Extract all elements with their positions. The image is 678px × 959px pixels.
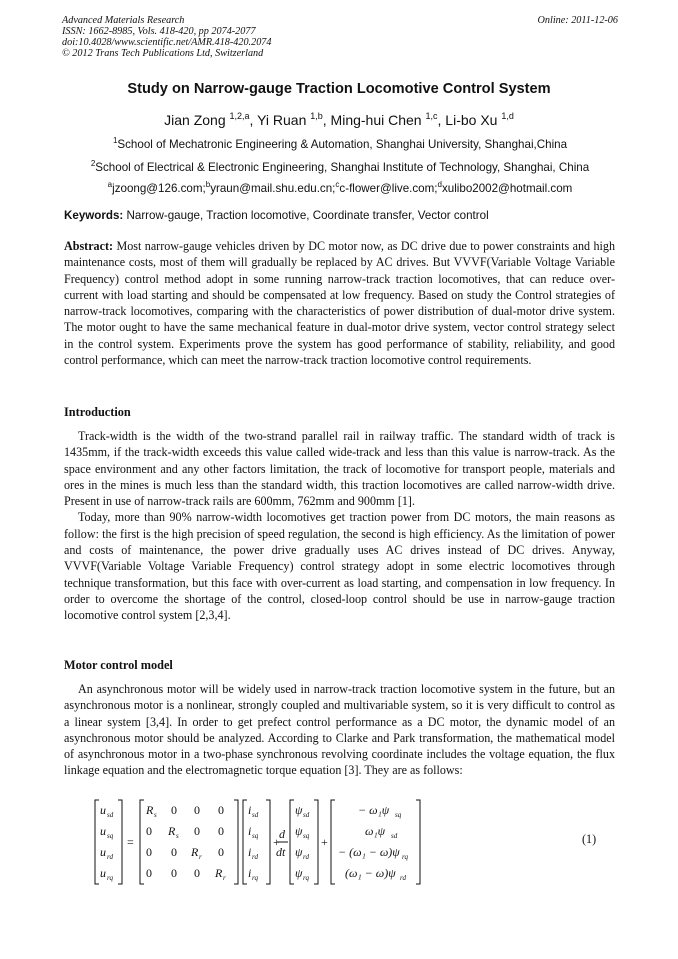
email-sup: c [335,180,340,189]
symbol-i: i [248,824,252,838]
equals-sign: = [127,835,134,849]
author-sup: 1,c [425,111,438,121]
sub-sq: sq [303,832,310,840]
derivative-d: d [279,827,285,841]
zero: 0 [171,866,177,880]
zero: 0 [146,824,152,838]
email-link[interactable]: xulibo2002@hotmail.com [441,182,573,195]
affiliation-text: School of Electrical & Electronic Engineering, Shanghai Institute of Technology, Shanghai, China [95,161,590,174]
bracket-left [331,800,335,884]
sub-rd: rd [252,853,258,861]
sub-rd: rd [107,853,113,861]
sub-sq: sq [395,811,402,819]
sub-rd: rd [400,874,406,882]
symbol-u: u [100,866,106,880]
symbol-psi: ψ [295,824,303,838]
online-date: Online: 2011-12-06 [537,15,618,26]
affiliation-1 [40,138,640,151]
sub-sd: sd [107,811,114,819]
author-name: Ming-hui Chen [330,112,422,128]
symbol-R: R [146,803,154,817]
sub-sd: sd [303,811,310,819]
plus-sign: + [273,835,280,849]
affiliation-text: School of Mechatronic Engineering & Automation, Shanghai University, Shanghai,China [117,138,568,151]
symbol-u: u [100,803,106,817]
zero: 0 [194,824,200,838]
keywords [64,209,616,222]
rhs-term: (ω₁ − ω)ψ [345,866,396,880]
email-link[interactable]: c-flower@live.com; [339,182,438,195]
zero: 0 [171,803,177,817]
author-name: Jian Zong [164,112,226,128]
affiliation-sup: 2 [90,159,96,168]
symbol-i: i [248,866,252,880]
sub-sd: sd [252,811,259,819]
sub-rd: rd [303,853,309,861]
keywords-text: Narrow-gauge, Traction locomotive, Coordinate transfer, Vector control [123,209,489,222]
zero: 0 [194,866,200,880]
symbol-R: R [168,824,176,838]
email-line [40,182,640,195]
sub-rq: rq [402,853,408,861]
paper-title: Study on Narrow-gauge Traction Locomotive Control System [127,81,551,97]
bracket-right [118,800,122,884]
sub-rq: rq [107,874,113,882]
abstract-label: Abstract: [64,239,114,253]
email-sup: a [107,180,113,189]
zero: 0 [194,803,200,817]
sub-s: s [176,832,179,840]
keywords-label: Keywords: [64,209,124,222]
bracket-right [234,800,238,884]
rhs-term: − (ω₁ − ω)ψ [338,845,400,859]
sub-sq: sq [252,832,259,840]
bracket-left [95,800,99,884]
doi-line: doi:10.4028/www.scientific.net/AMR.418-420.2074 [62,37,272,48]
equation-1 [90,798,610,888]
symbol-u: u [100,845,106,859]
journal-name: Advanced Materials Research [62,15,185,26]
equation-number: (1) [582,832,597,846]
paragraph: Today, more than 90% narrow-width locomotives get traction power from DC motors, the main reasons as follow: the first is the high precision of speed regulation, the second is high efficiency. As the limitation of power and costs of maintenance, the power drive gradually uses AC drives instead of DC drives. Anyway, VVVF(Variable Voltage Variable Frequency) control strategy adopt in some electric locomotives through technique transformation, but this face with over-current as load starting, and compensation in low frequency. In order to overcome the shortage of the control, closed-loop control should be use in narrow-gauge traction locomotive control system [2,3,4]. [64,510,615,623]
symbol-psi: ψ [295,803,303,817]
copyright-line: © 2012 Trans Tech Publications Ltd, Switzerland [62,48,264,59]
author-list: Jian Zong $^{1,2,a}$, Yi Ruan $^{1,b}$, Ming-hui Chen $^{1,c}$, Li-bo Xu $^{1,d}$ [164,111,514,128]
author-name: Li-bo Xu [445,112,498,128]
sub-r: r [223,874,226,882]
zero: 0 [171,845,177,859]
author-sup: 1,b [310,111,323,121]
sub-sd: sd [391,832,398,840]
email-link[interactable]: yraun@mail.shu.edu.cn; [210,182,336,195]
plus-sign: + [321,835,328,849]
abstract-text: Most narrow-gauge vehicles driven by DC motor now, as DC drive due to power constraints and high maintenance costs, most of them will gradually be replaced by AC drives. But VVVF(Variable Voltage Variable Frequency) control method adopt in some running narrow-track traction locomotives, that can reduce over-current with load starting and should be compensated at low frequency. Based on study the Control strategies of narrow-track locomotives, comparing with the characteristics of power distribution of dual-motor drive system. The motor ought to have the same mechanical feature in dual-motor drive system, vector control strategy select in the control system. Experiments prove the system has good performance of stability, reliability, and good control performance, which can meet the narrow-track traction locomotive control requirements. [64,239,615,368]
symbol-i: i [248,803,252,817]
rhs-term: − ω₁ψ [358,803,390,817]
bracket-right [266,800,270,884]
zero: 0 [218,803,224,817]
motor-control-body [64,681,615,779]
symbol-i: i [248,845,252,859]
email-sup: d [437,180,442,189]
symbol-R: R [191,845,199,859]
affiliation-sup: 1 [112,136,118,145]
bracket-right [416,800,420,884]
sub-rq: rq [252,874,258,882]
zero: 0 [146,845,152,859]
email-sup: b [205,180,211,189]
derivative-dt: dt [276,845,286,859]
author-name: Yi Ruan [257,112,307,128]
paragraph: Track-width is the width of the two-strand parallel rail in railway traffic. The standard width of track is 1435mm, if the track-width exceeds this value called wide-track and less than this value is narrow-track. As the space environment and any other factors limitation, the track of locomotive for transport people, materials and ores in the mines is much less than the standard width, this traction locomotives are called narrow-width drive. Present in use of narrow-track rails are 600mm, 762mm and 900mm [1]. [64,429,615,509]
symbol-psi: ψ [295,845,303,859]
bracket-left [140,800,144,884]
section-heading-motor-control-model: Motor control model [64,658,173,672]
author-sup: 1,2,a [229,111,250,121]
bracket-right [314,800,318,884]
symbol-psi: ψ [295,866,303,880]
rhs-term: ω₁ψ [365,824,386,838]
symbol-R: R [215,866,223,880]
zero: 0 [146,866,152,880]
section-heading-introduction: Introduction [64,405,131,419]
symbol-u: u [100,824,106,838]
affiliation-2 [40,161,640,174]
zero: 0 [218,845,224,859]
bracket-left [290,800,294,884]
sub-s: s [154,811,157,819]
zero: 0 [218,824,224,838]
abstract [64,238,615,368]
sub-r: r [199,853,202,861]
sub-sq: sq [107,832,114,840]
author-sup: 1,d [501,111,514,121]
paragraph: An asynchronous motor will be widely used in narrow-track traction locomotive system in the future, but an asynchronous motor is a nonlinear, strongly coupled and multivariable system, so it is very difficult to control as a linear system [3,4]. In order to get prefect control performance as a DC motor, the dynamic model of an asynchronous motor should be analyzed. According to Clarke and Park transformation, the mathematical model of asynchronous motor in a two-phase synchronous revolving coordinate includes the voltage equation, the flux linkage equation and the electromagnetic torque equation [3]. They are as follows: [64,682,615,778]
sub-rq: rq [303,874,309,882]
introduction-body [64,428,615,624]
journal-header [62,15,618,59]
issn-line: ISSN: 1662-8985, Vols. 418-420, pp 2074-2077 [62,26,256,37]
bracket-left [243,800,247,884]
email-link[interactable]: jzoong@126.com; [112,182,206,195]
